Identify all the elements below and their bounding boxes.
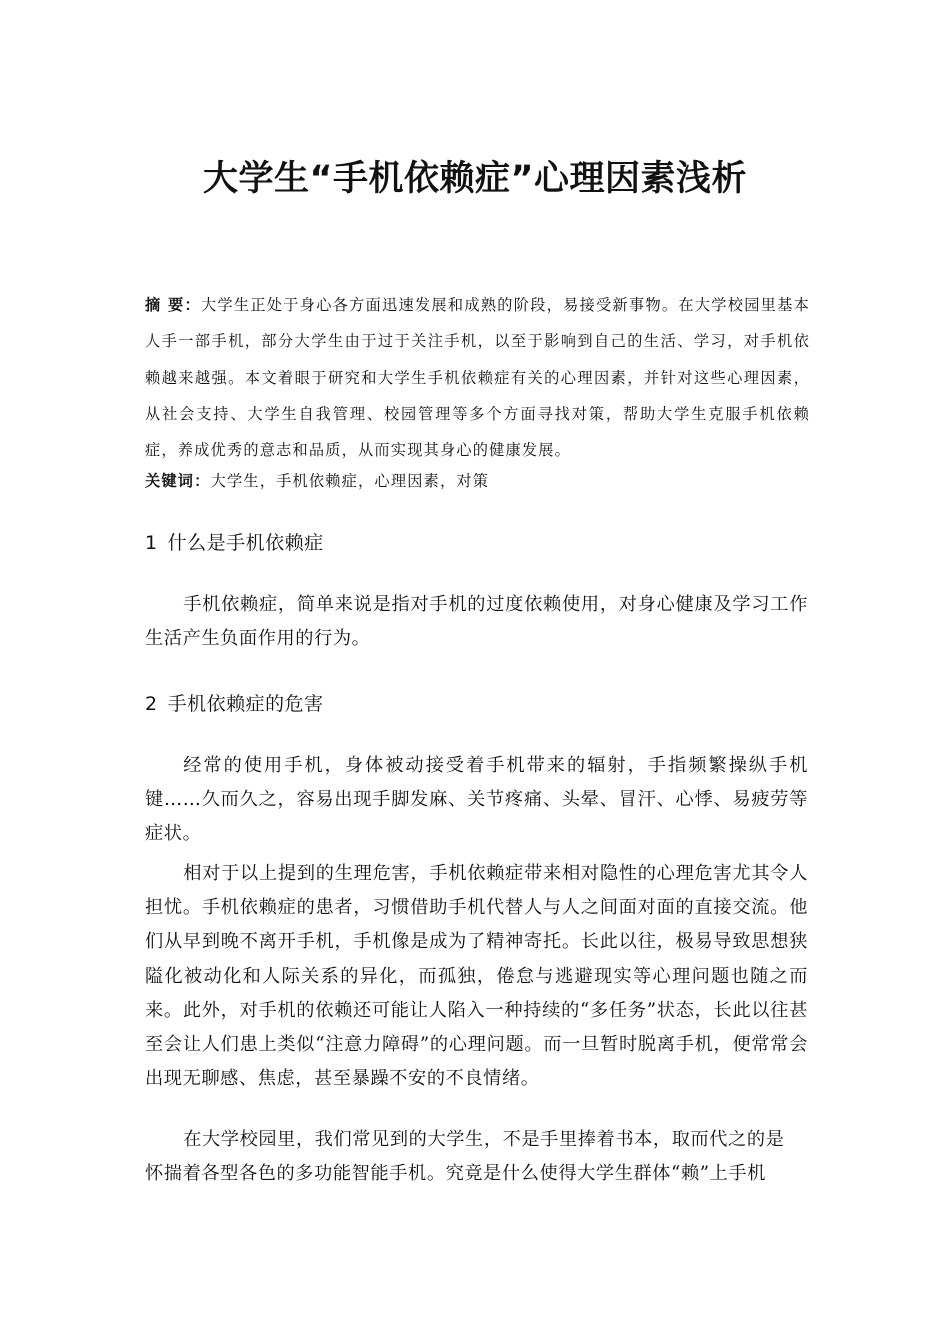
section-number: 2	[145, 693, 158, 715]
section-heading-1	[145, 528, 324, 558]
keywords-text: 大学生，手机依赖症，心理因素，对策	[210, 472, 490, 490]
section-title: 手机依赖症的危害	[167, 693, 324, 715]
abstract-block	[145, 287, 810, 468]
paragraph-continuation: 怀揣着各型各色的多功能智能手机。究竟是什么使得大学生群体“赖”上手机	[145, 1163, 766, 1184]
paragraph: 在大学校园里，我们常见到的大学生，不是手里捧着书本，取而代之的是	[183, 1129, 785, 1150]
keywords-label: 关键词：	[145, 472, 211, 490]
section-heading-2	[145, 689, 324, 719]
keywords-block	[145, 466, 810, 496]
section-title: 什么是手机依赖症	[167, 532, 324, 554]
page-title: 大学生“手机依赖症”心理因素浅析	[202, 159, 747, 199]
paragraph: 手机依赖症，简单来说是指对手机的过度依赖使用，对身心健康及学习工作生活产生负面作用的行为。	[145, 594, 808, 650]
paragraph: 相对于以上提到的生理危害，手机依赖症带来相对隐性的心理危害尤其令人担忧。手机依赖症的患者，习惯借助手机代替人与人之间面对面的直接交流。他们从早到晚不离开手机，手机像是成为了精神寄托。长此以往，极易导致思想狭隘化被动化和人际关系的异化，而孤独，倦怠与逃避现实等心理问题也随之而来。此外，对手机的依赖还可能让人陷入一种持续的“多任务”状态，长此以往甚至会让人们患上类似“注意力障碍”的心理问题。而一旦暂时脱离手机，便常常会出现无聊感、焦虑，甚至暴躁不安的不良情绪。	[145, 863, 808, 1090]
abstract-text: 大学生正处于身心各方面迅速发展和成熟的阶段，易接受新事物。在大学校园里基本人手一部手机，部分大学生由于过于关注手机，以至于影响到自己的生活、学习，对手机依赖越来越强。本文着眼于研究和大学生手机依赖症有关的心理因素，并针对这些心理因素，从社会支持、大学生自我管理、校园管理等多个方面寻找对策，帮助大学生克服手机依赖症，养成优秀的意志和品质，从而实现其身心的健康发展。	[145, 296, 810, 460]
abstract-label: 摘 要：	[145, 296, 201, 314]
paragraph: 经常的使用手机，身体被动接受着手机带来的辐射，手指频繁操纵手机键……久而久之，容易出现手脚发麻、关节疼痛、头晕、冒汗、心悸、易疲劳等症状。	[145, 755, 808, 845]
section-number: 1	[145, 532, 158, 554]
